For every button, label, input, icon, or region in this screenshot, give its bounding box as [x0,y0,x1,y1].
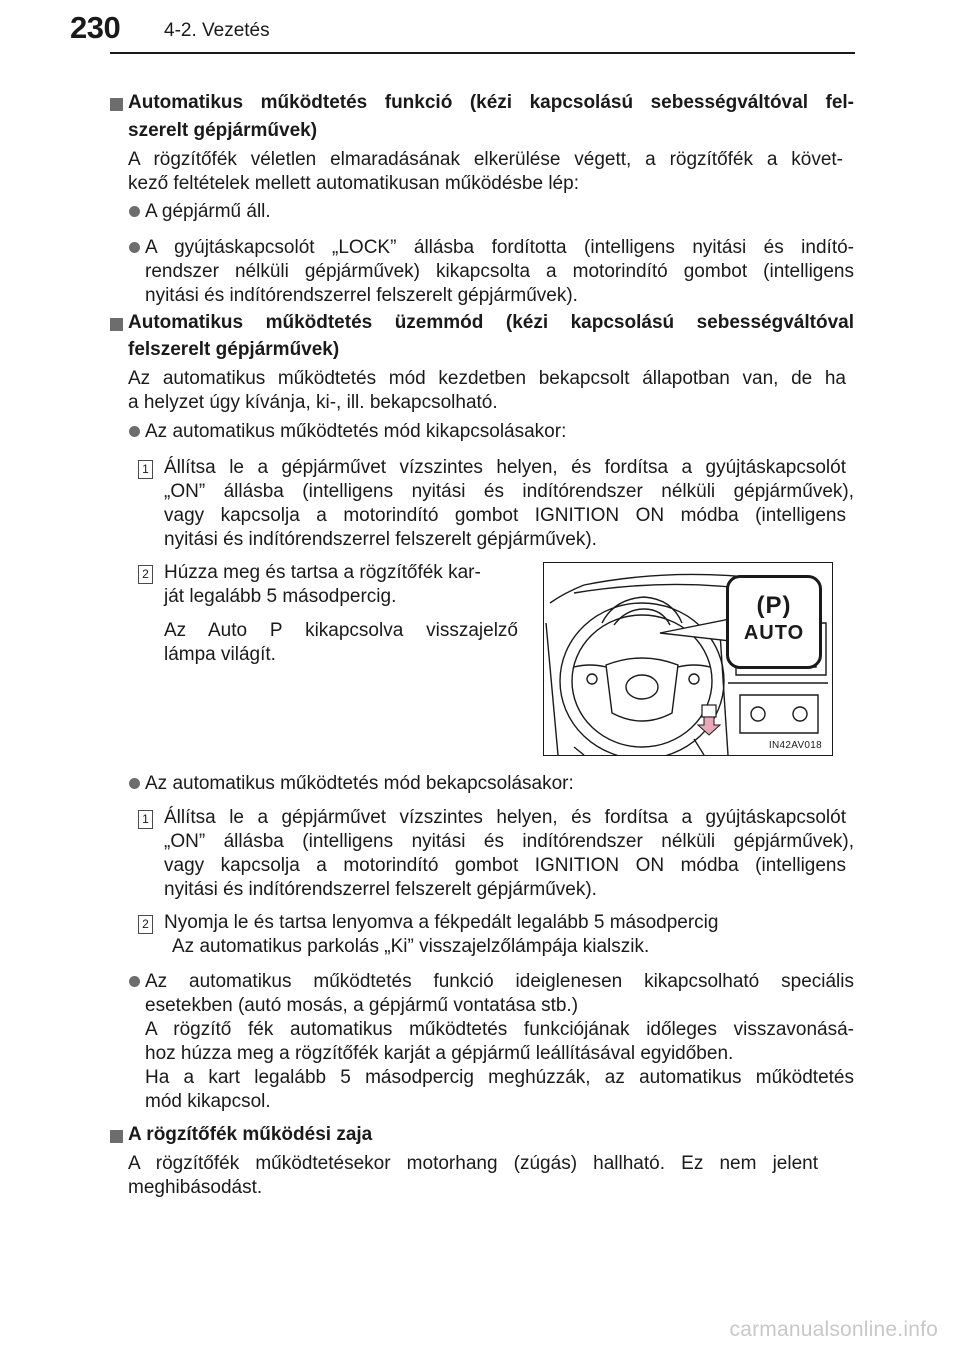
heading-line: Automatikus működtetés üzemmód (kézi kapcsolású sebességváltóval [128,312,854,333]
step-text: Állítsa le a gépjárművet vízszintes helyen, és fordítsa a gyújtáskapcsolót [164,457,846,478]
figure-code: IN42AV018 [768,740,822,751]
step-number-box: 1 [138,460,153,479]
body-line: A rögzítőfék működtetésekor motorhang (zúgás) hallható. Ez nem jelent [128,1153,818,1174]
bullet-dot [129,426,140,437]
heading-line: szerelt gépjárművek) [128,120,318,141]
body-line: kező feltételek mellett automatikusan működésbe lép: [128,173,579,194]
step-number-box: 2 [138,915,153,934]
step-note: Az Auto P kikapcsolva visszajelző [164,620,518,641]
step-note: lámpa világít. [164,644,276,665]
heading-line: A rögzítőfék működési zaja [128,1124,373,1145]
step-text: vagy kapcsolja a motorindító gombot IGNITION ON módba (intelligens [164,855,846,876]
page-number: 230 [70,10,121,45]
section-marker [110,318,123,331]
step-text: „ON” állásba (intelligens nyitási és indítórendszer nélküli gépjárművek), [164,831,854,852]
dashboard-illustration [543,562,833,756]
step-text: vagy kapcsolja a motorindító gombot IGNITION ON módba (intelligens [164,505,846,526]
header-rule [110,52,855,54]
section-title: 4-2. Vezetés [164,20,270,41]
auto-p-indicator [726,575,822,669]
section-marker [110,1130,123,1143]
bullet-text: Ha a kart legalább 5 másodpercig meghúzzák, az automatikus működtetés [145,1067,854,1088]
step-text: Nyomja le és tartsa lenyomva a fékpedált legalább 5 másodpercig [164,912,719,933]
bullet-text: hoz húzza meg a rögzítőfék karját a gépjármű leállításával egyidőben. [145,1043,734,1064]
step-number-box: 1 [138,810,153,829]
watermark: carmanualsonline.info [729,1318,938,1341]
bullet-dot [129,206,140,217]
bullet-text: mód kikapcsol. [145,1091,271,1112]
body-line: A rögzítőfék véletlen elmaradásának elkerülése végett, a rögzítőfék a követ- [128,149,843,170]
bullet-text: Az automatikus működtetés mód bekapcsolásakor: [145,773,574,794]
step-text: „ON” állásba (intelligens nyitási és indítórendszer nélküli gépjárművek), [164,481,854,502]
step-text: ját legalább 5 másodpercig. [164,586,397,607]
step-text: nyitási és indítórendszerrel felszerelt gépjárművek). [164,529,597,550]
step-number-box: 2 [138,565,153,584]
step-text: nyitási és indítórendszerrel felszerelt gépjárművek). [164,879,597,900]
indicator-label: AUTO [743,622,805,644]
body-line: Az automatikus működtetés mód kezdetben bekapcsolt állapotban van, de ha [128,368,846,389]
step-text: Az automatikus parkolás „Ki” visszajelzőlámpája kialszik. [172,936,650,957]
bullet-text: Az automatikus működtetés funkció ideiglenesen kikapcsolható speciális [145,971,854,992]
bullet-dot [129,242,140,253]
bullet-text: esetekben (autó mosás, a gépjármű vontatása stb.) [145,995,579,1016]
body-line: a helyzet úgy kívánja, ki-, ill. bekapcsolható. [128,392,498,413]
step-text: Állítsa le a gépjárművet vízszintes helyen, és fordítsa a gyújtáskapcsolót [164,807,846,828]
bullet-dot [129,778,140,789]
heading-line: felszerelt gépjárművek) [128,339,340,360]
section-marker [110,98,123,111]
bullet-text: rendszer nélküli gépjárművek) kikapcsolta a motorindító gombot (intelligens [145,261,854,282]
bullet-text: Az automatikus működtetés mód kikapcsolásakor: [145,421,567,442]
bullet-text: nyitási és indítórendszerrel felszerelt gépjárművek). [145,285,578,306]
step-text: Húzza meg és tartsa a rögzítőfék kar- [164,562,481,583]
bullet-dot [129,976,140,987]
bullet-text: A rögzítő fék automatikus működtetés funkciójának időleges visszavonásá- [145,1019,854,1040]
body-line: meghibásodást. [128,1177,263,1198]
indicator-symbol: (P) [756,592,792,619]
heading-line: Automatikus működtetés funkció (kézi kapcsolású sebességváltóval fel- [128,92,854,113]
bullet-text: A gyújtáskapcsolót „LOCK” állásba fordította (intelligens nyitási és indító- [145,237,854,258]
bullet-text: A gépjármű áll. [145,201,271,222]
